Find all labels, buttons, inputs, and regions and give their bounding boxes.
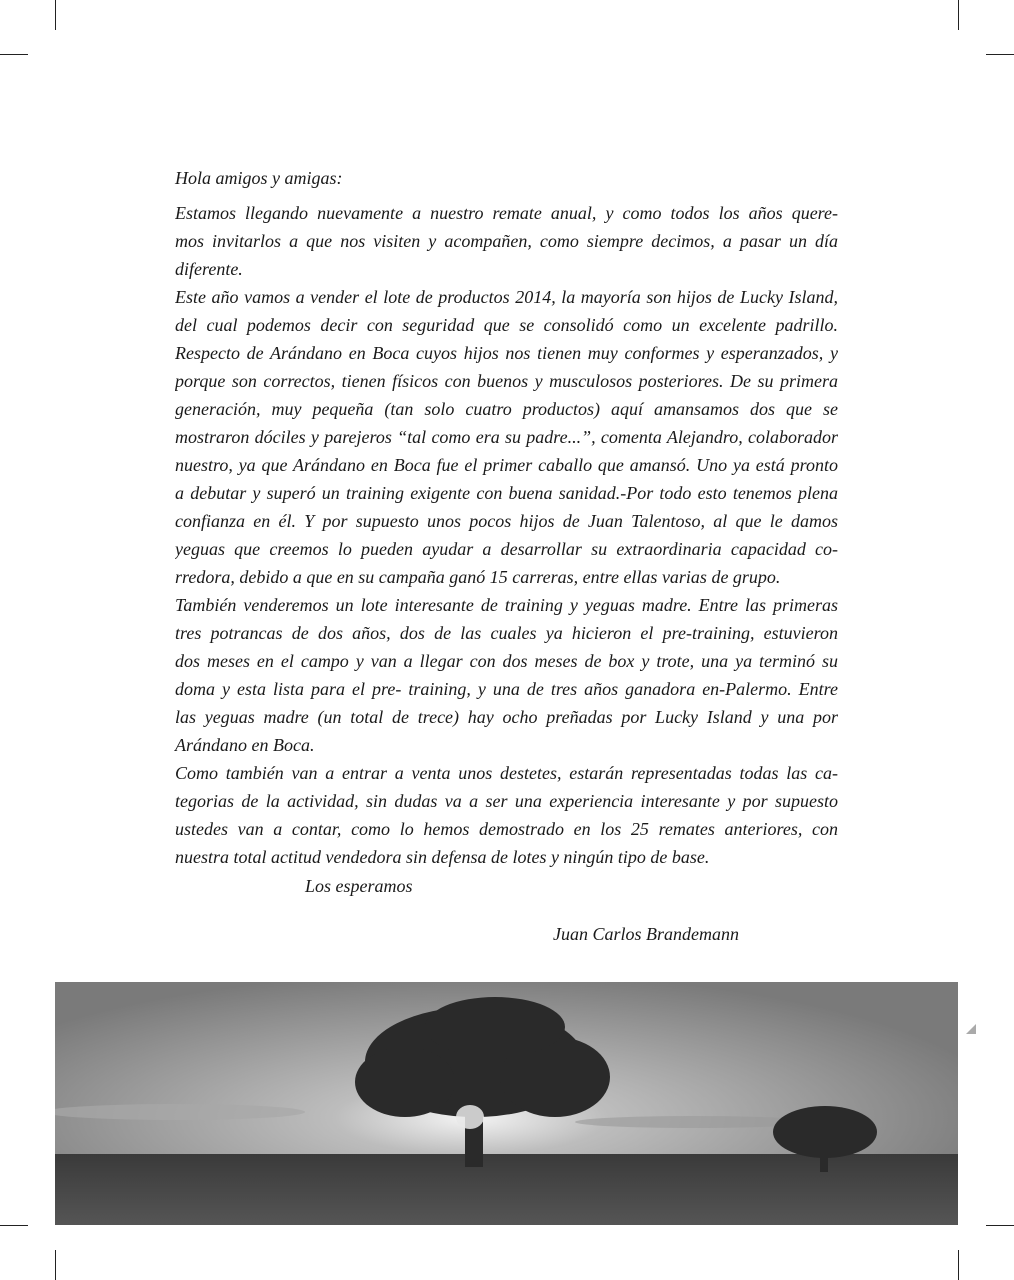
crop-mark bbox=[986, 1225, 1014, 1226]
letter-line: Como también van a entrar a venta unos destetes, estarán representadas todas las ca- bbox=[175, 763, 838, 783]
crop-mark bbox=[958, 1250, 959, 1280]
crop-mark bbox=[55, 0, 56, 30]
letter-line: También venderemos un lote interesante de training y yeguas madre. Entre las primeras bbox=[175, 595, 838, 615]
letter-line: doma y esta lista para el pre- training, y una de tres años ganadora en-Palermo. Entre bbox=[175, 679, 838, 699]
letter-line: yeguas que creemos lo pueden ayudar a desarrollar su extraordinaria capacidad co- bbox=[175, 539, 838, 559]
letter-line: Respecto de Arándano en Boca cuyos hijos nos tienen muy conformes y esperanzados, y bbox=[175, 343, 838, 363]
crop-mark bbox=[0, 54, 28, 55]
letter-line: tegorias de la actividad, sin dudas va a ser una experiencia interesante y por supuesto bbox=[175, 791, 838, 811]
letter-line: tres potrancas de dos años, dos de las cuales ya hicieron el pre-training, estuvieron bbox=[175, 623, 838, 643]
letter-line: Estamos llegando nuevamente a nuestro remate anual, y como todos los años quere- bbox=[175, 203, 838, 223]
letter-line: ustedes van a contar, como lo hemos demostrado en los 25 remates anteriores, con bbox=[175, 819, 838, 839]
closing: Los esperamos bbox=[305, 876, 413, 896]
crop-mark bbox=[958, 0, 959, 30]
crop-mark bbox=[986, 54, 1014, 55]
letter-line: rredora, debido a que en su campaña ganó 15 carreras, entre ellas varias de grupo. bbox=[175, 567, 781, 587]
letter-line: nuestro, ya que Arándano en Boca fue el primer caballo que amansó. Uno ya está pronto bbox=[175, 455, 838, 475]
letter-line: porque son correctos, tienen físicos con buenos y musculosos posteriores. De su primera bbox=[175, 371, 838, 391]
letter-line: a debutar y superó un training exigente con buena sanidad.-Por todo esto tenemos plena bbox=[175, 483, 838, 503]
letter-line: Este año vamos a vender el lote de productos 2014, la mayoría son hijos de Lucky Island, bbox=[175, 287, 838, 307]
letter-line: del cual podemos decir con seguridad que se consolidó como un excelente padrillo. bbox=[175, 315, 838, 335]
letter-line: dos meses en el campo y van a llegar con dos meses de box y trote, una ya terminó su bbox=[175, 651, 838, 671]
letter-line: generación, muy pequeña (tan solo cuatro productos) aquí amansamos dos que se bbox=[175, 399, 838, 419]
signature: Juan Carlos Brandemann bbox=[553, 924, 739, 944]
crop-mark bbox=[0, 1225, 28, 1226]
letter-line: confianza en él. Y por supuesto unos pocos hijos de Juan Talentoso, al que le damos bbox=[175, 511, 838, 531]
landscape-photo-trees bbox=[55, 982, 958, 1225]
letter-line: Arándano en Boca. bbox=[175, 735, 315, 755]
letter-line: diferente. bbox=[175, 259, 243, 279]
greeting: Hola amigos y amigas: bbox=[175, 168, 343, 188]
letter-line: mos invitarlos a que nos visiten y acompañen, como siempre decimos, a pasar un día bbox=[175, 231, 838, 251]
letter-line: mostraron dóciles y parejeros “tal como era su padre...”, comenta Alejandro, colaborador bbox=[175, 427, 838, 447]
letter-line: las yeguas madre (un total de trece) hay ocho preñadas por Lucky Island y una por bbox=[175, 707, 838, 727]
letter-line: nuestra total actitud vendedora sin defensa de lotes y ningún tipo de base. bbox=[175, 847, 710, 867]
crop-mark bbox=[55, 1250, 56, 1280]
page-corner-triangle bbox=[966, 1024, 976, 1034]
